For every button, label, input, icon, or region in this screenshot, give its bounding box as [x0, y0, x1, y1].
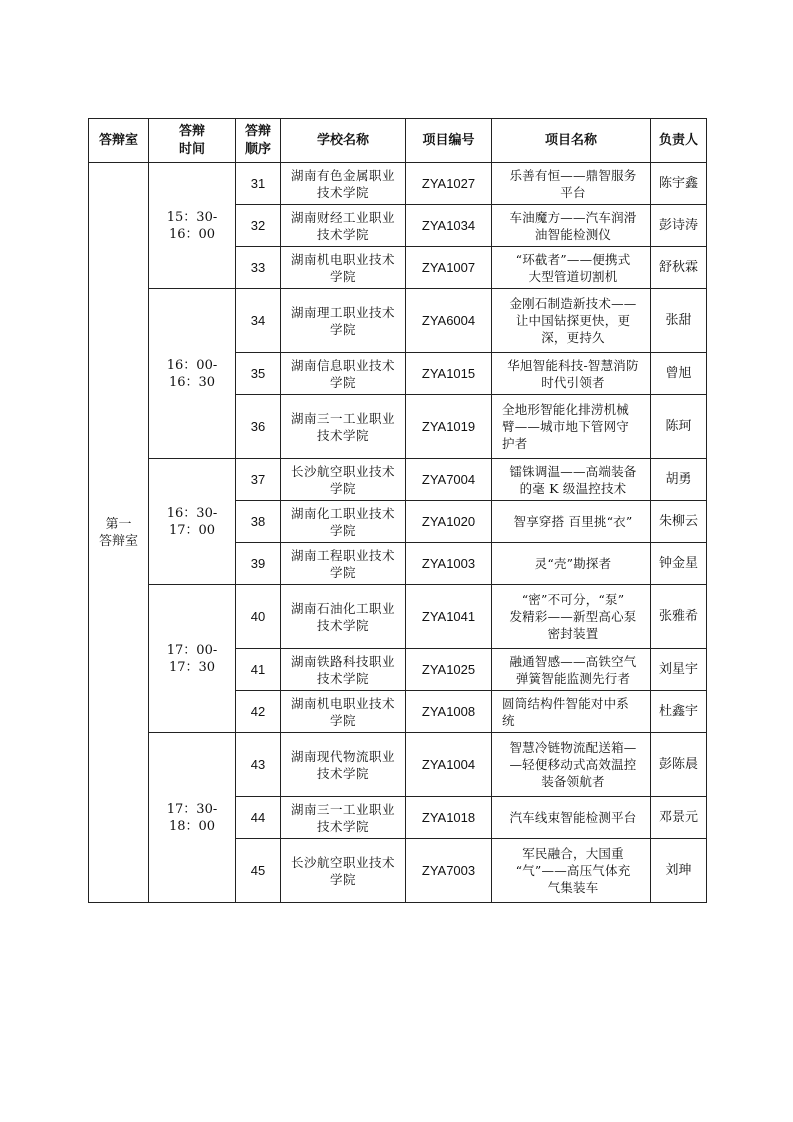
order-cell: 34	[236, 289, 281, 353]
owner-cell: 彭诗涛	[651, 205, 707, 247]
school-name-line: 湖南化工职业技术	[290, 505, 395, 521]
table-row	[89, 585, 707, 649]
project-name-line: 全地形智能化排涝机械	[502, 402, 630, 417]
project-name-line: 乐善有恒——鼎智服务	[509, 167, 637, 183]
project-name-line: 护者	[502, 436, 528, 451]
project-name-line: 深，更持久	[541, 330, 605, 345]
project-name-line: 发精彩——新型高心泵	[509, 609, 637, 624]
header-school: 学校名称	[281, 119, 406, 163]
time-slot-line: 16：30-	[166, 505, 218, 521]
school-cell	[281, 205, 406, 247]
school-name-line: 技术学院	[316, 765, 369, 781]
project-name-line: “环截者”——便携式	[515, 251, 631, 267]
project-name-cell	[492, 459, 651, 501]
order-cell: 45	[236, 839, 281, 903]
order-cell: 43	[236, 733, 281, 797]
schedule-body	[89, 163, 707, 903]
time-slot-cell	[149, 733, 236, 903]
school-cell	[281, 733, 406, 797]
school-name-line: 学院	[329, 374, 356, 390]
project-name-line: 金刚石制造新技术——	[509, 296, 637, 311]
project-name-line: 镭铢调温——高端装备	[509, 463, 637, 479]
table-row	[89, 163, 707, 205]
project-name-line: 车油魔方——汽车润滑	[509, 209, 637, 225]
order-cell: 40	[236, 585, 281, 649]
time-slot-cell	[149, 459, 236, 585]
project-name-cell	[492, 247, 651, 289]
header-room: 答辩室	[89, 119, 149, 163]
owner-cell: 刘珅	[651, 839, 707, 903]
order-cell: 36	[236, 395, 281, 459]
project-name-cell	[492, 839, 651, 903]
project-name-line: 汽车线束智能检测平台	[509, 810, 637, 825]
project-name-line: 的毫 K 级温控技术	[519, 480, 627, 496]
header-row	[89, 119, 707, 163]
school-name-line: 学院	[329, 871, 356, 887]
project-name-cell	[492, 289, 651, 353]
school-name-line: 长沙航空职业技术	[290, 854, 395, 870]
time-slot-line: 17：30	[168, 659, 216, 675]
project-code-cell: ZYA1019	[406, 395, 492, 459]
time-slot-line: 16：00	[168, 226, 216, 242]
project-name-line: 密封装置	[547, 626, 599, 641]
project-name-line: “气”——高压气体充	[515, 863, 631, 878]
school-name-line: 学院	[329, 268, 356, 284]
school-name-line: 学院	[329, 564, 356, 580]
owner-cell: 邓景元	[651, 797, 707, 839]
school-name-line: 湖南铁路科技职业	[290, 653, 395, 669]
time-slot-line: 16：00-	[166, 357, 218, 373]
project-code-cell: ZYA1027	[406, 163, 492, 205]
project-name-line: 智慧冷链物流配送箱—	[509, 740, 637, 755]
owner-cell: 刘星宇	[651, 649, 707, 691]
project-code-cell: ZYA1015	[406, 353, 492, 395]
owner-cell: 朱柳云	[651, 501, 707, 543]
owner-cell: 彭陈晨	[651, 733, 707, 797]
school-name-line: 湖南石油化工职业	[290, 600, 395, 616]
project-name-cell	[492, 649, 651, 691]
project-name-line: —轻便移动式高效温控	[509, 757, 637, 772]
time-slot-line: 18：00	[168, 818, 216, 834]
defense-schedule-table	[88, 118, 707, 903]
order-cell: 41	[236, 649, 281, 691]
project-name-line: 弹簧智能监测先行者	[515, 670, 631, 686]
school-cell	[281, 543, 406, 585]
school-name-line: 学院	[329, 321, 356, 337]
room-label-line: 第一	[105, 516, 132, 532]
project-name-line: 油智能检测仪	[534, 226, 612, 242]
school-cell	[281, 797, 406, 839]
owner-cell: 张雅希	[651, 585, 707, 649]
header-order-line: 答辩	[244, 123, 271, 139]
owner-cell: 钟金星	[651, 543, 707, 585]
school-name-line: 湖南三一工业职业	[290, 410, 395, 426]
school-cell	[281, 289, 406, 353]
header-code: 项目编号	[406, 119, 492, 163]
school-name-line: 湖南信息职业技术	[290, 357, 395, 373]
order-cell: 33	[236, 247, 281, 289]
header-owner: 负责人	[651, 119, 707, 163]
project-name-line: 智享穿搭 百里挑“衣”	[513, 514, 633, 529]
order-cell: 38	[236, 501, 281, 543]
time-slot-line: 17：30-	[166, 801, 218, 817]
project-name-cell	[492, 395, 651, 459]
school-name-line: 湖南财经工业职业	[290, 209, 395, 225]
table-row	[89, 459, 707, 501]
project-code-cell: ZYA7003	[406, 839, 492, 903]
room-label-line: 答辩室	[98, 533, 138, 549]
project-name-line: “密”不可分，“泵”	[521, 592, 625, 607]
school-cell	[281, 585, 406, 649]
project-code-cell: ZYA1020	[406, 501, 492, 543]
project-name-line: 军民融合，大国重	[522, 846, 624, 861]
project-name-cell	[492, 585, 651, 649]
order-cell: 42	[236, 691, 281, 733]
school-name-line: 技术学院	[316, 818, 369, 834]
order-cell: 35	[236, 353, 281, 395]
header-time-line: 时间	[178, 141, 205, 157]
header-project: 项目名称	[492, 119, 651, 163]
school-cell	[281, 839, 406, 903]
project-code-cell: ZYA1008	[406, 691, 492, 733]
order-cell: 39	[236, 543, 281, 585]
owner-cell: 杜鑫宇	[651, 691, 707, 733]
project-name-cell	[492, 353, 651, 395]
project-code-cell: ZYA7004	[406, 459, 492, 501]
project-name-line: 融通智感——高铁空气	[509, 653, 637, 669]
table-row	[89, 289, 707, 353]
project-name-line: 装备领航者	[541, 774, 605, 789]
school-name-line: 湖南有色金属职业	[290, 167, 395, 183]
school-cell	[281, 459, 406, 501]
project-name-cell	[492, 733, 651, 797]
project-name-line: 平台	[560, 184, 586, 200]
school-name-line: 技术学院	[316, 184, 369, 200]
owner-cell: 陈珂	[651, 395, 707, 459]
school-name-line: 技术学院	[316, 617, 369, 633]
time-slot-cell	[149, 585, 236, 733]
order-cell: 37	[236, 459, 281, 501]
project-code-cell: ZYA1041	[406, 585, 492, 649]
project-name-cell	[492, 205, 651, 247]
project-code-cell: ZYA1004	[406, 733, 492, 797]
project-name-cell	[492, 543, 651, 585]
time-slot-cell	[149, 289, 236, 459]
project-name-cell	[492, 501, 651, 543]
school-name-line: 湖南工程职业技术	[290, 547, 395, 563]
school-cell	[281, 395, 406, 459]
school-cell	[281, 353, 406, 395]
project-name-line: 臂——城市地下管网守	[502, 419, 630, 434]
project-name-line: 灵“壳”勘探者	[534, 556, 612, 571]
project-name-line: 气集装车	[547, 880, 599, 895]
header-order-line: 顺序	[244, 141, 271, 157]
header-order	[236, 119, 281, 163]
project-name-cell	[492, 797, 651, 839]
project-name-line: 圆筒结构件智能对中系	[502, 695, 630, 711]
time-slot-cell	[149, 163, 236, 289]
project-code-cell: ZYA6004	[406, 289, 492, 353]
project-name-line: 统	[502, 712, 515, 728]
school-cell	[281, 649, 406, 691]
school-cell	[281, 691, 406, 733]
header-time	[149, 119, 236, 163]
project-name-line: 大型管道切割机	[528, 268, 618, 284]
order-cell: 31	[236, 163, 281, 205]
school-cell	[281, 163, 406, 205]
school-name-line: 湖南理工职业技术	[290, 304, 395, 320]
room-cell	[89, 163, 149, 903]
school-name-line: 湖南机电职业技术	[290, 251, 395, 267]
school-name-line: 湖南三一工业职业	[290, 801, 395, 817]
time-slot-line: 16：30	[168, 374, 216, 390]
time-slot-line: 15：30-	[166, 209, 218, 225]
time-slot-line: 17：00	[168, 522, 216, 538]
project-code-cell: ZYA1025	[406, 649, 492, 691]
time-slot-line: 17：00-	[166, 642, 218, 658]
school-cell	[281, 247, 406, 289]
owner-cell: 陈宇鑫	[651, 163, 707, 205]
project-code-cell: ZYA1034	[406, 205, 492, 247]
order-cell: 44	[236, 797, 281, 839]
school-name-line: 学院	[329, 522, 356, 538]
school-name-line: 长沙航空职业技术	[290, 463, 395, 479]
school-name-line: 技术学院	[316, 670, 369, 686]
school-name-line: 技术学院	[316, 226, 369, 242]
owner-cell: 舒秋霖	[651, 247, 707, 289]
school-name-line: 学院	[329, 712, 356, 728]
project-code-cell: ZYA1018	[406, 797, 492, 839]
school-cell	[281, 501, 406, 543]
school-name-line: 学院	[329, 480, 356, 496]
table-row	[89, 733, 707, 797]
project-code-cell: ZYA1007	[406, 247, 492, 289]
order-cell: 32	[236, 205, 281, 247]
school-name-line: 技术学院	[316, 427, 369, 443]
header-time-line: 答辩	[178, 123, 205, 139]
school-name-line: 湖南现代物流职业	[290, 748, 395, 764]
owner-cell: 曾旭	[651, 353, 707, 395]
project-name-line: 时代引领者	[541, 374, 605, 390]
project-name-line: 华旭智能科技-智慧消防	[507, 357, 639, 373]
project-name-line: 让中国钻探更快，更	[515, 313, 631, 328]
owner-cell: 胡勇	[651, 459, 707, 501]
owner-cell: 张甜	[651, 289, 707, 353]
school-name-line: 湖南机电职业技术	[290, 695, 395, 711]
project-name-cell	[492, 163, 651, 205]
project-code-cell: ZYA1003	[406, 543, 492, 585]
project-name-cell	[492, 691, 651, 733]
